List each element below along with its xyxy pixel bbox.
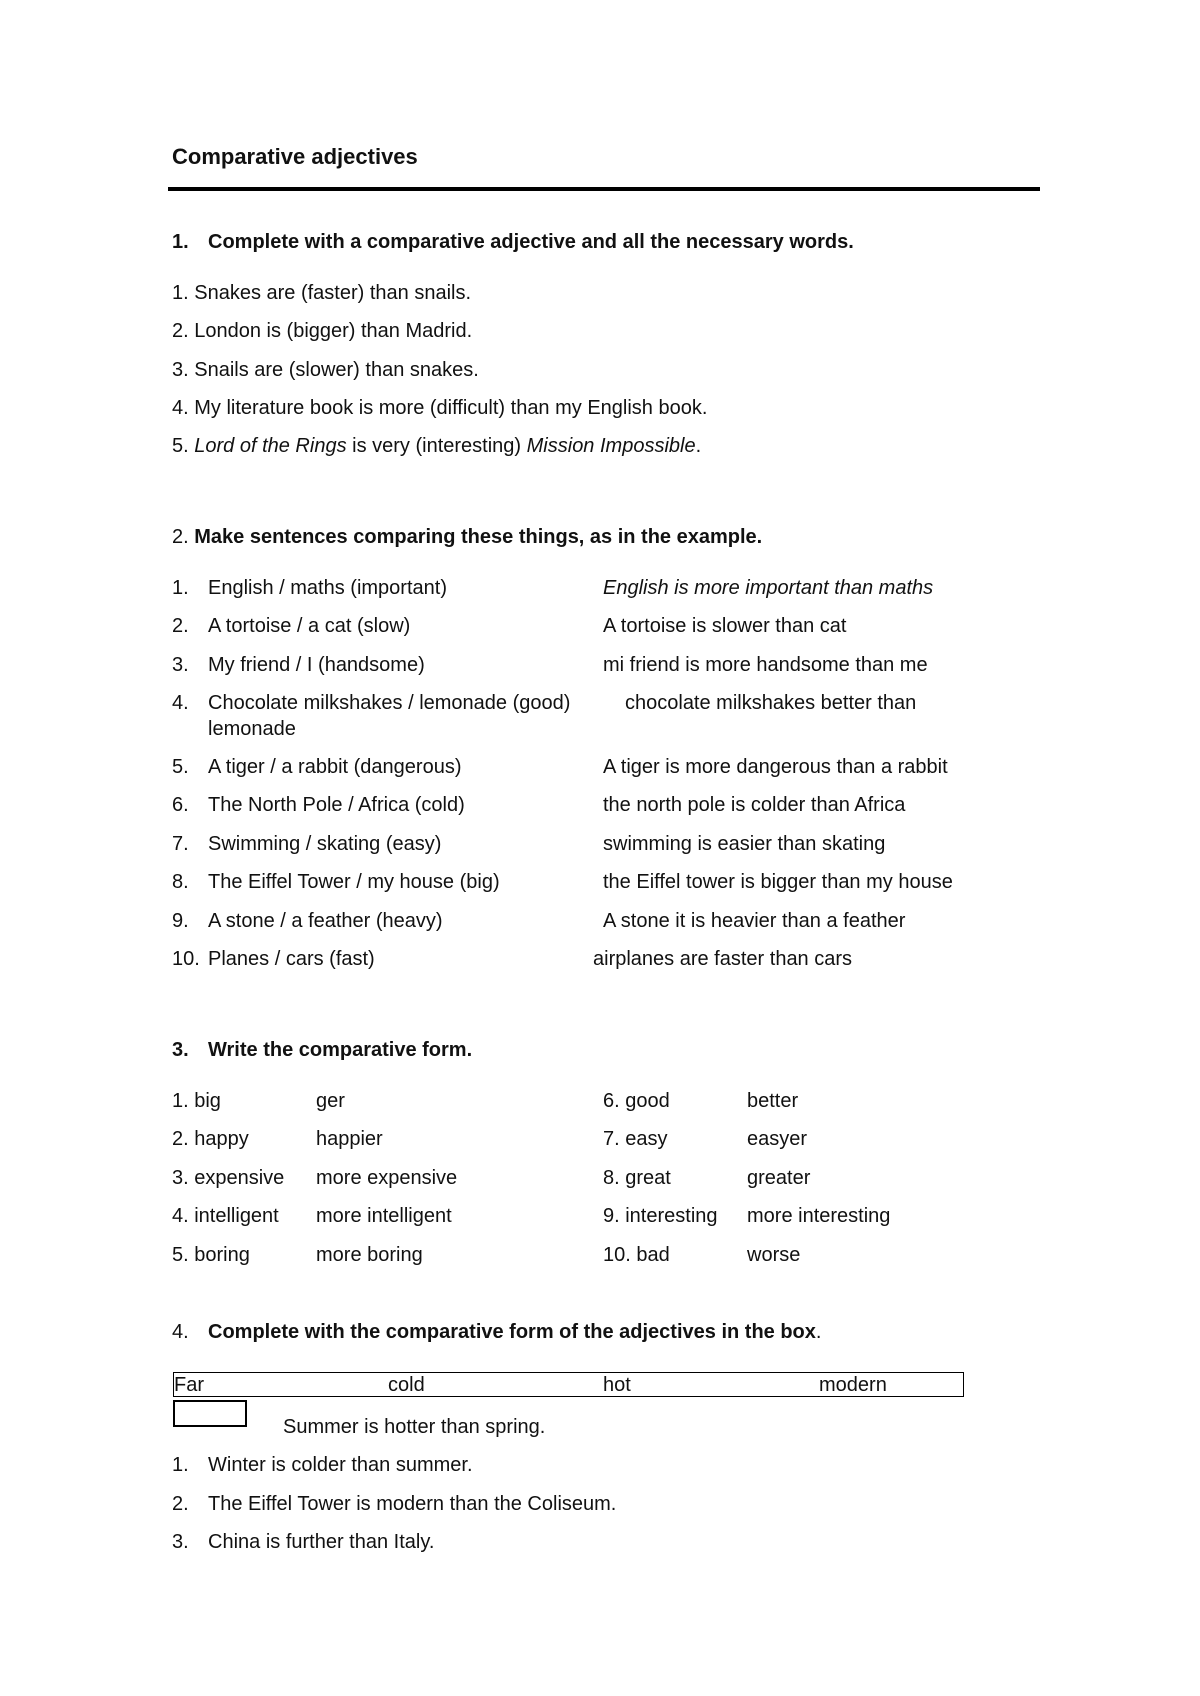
s2-row-6-answer: the north pole is colder than Africa bbox=[603, 794, 906, 816]
s1-item-5-prefix: 5. bbox=[172, 435, 195, 457]
s2-row-4-number: 4. bbox=[172, 692, 189, 714]
s4-item-3-number: 3. bbox=[172, 1531, 189, 1553]
s4-item-2-text: The Eiffel Tower is modern than the Coliseum. bbox=[208, 1493, 617, 1515]
s2-row-2-number: 2. bbox=[172, 615, 189, 637]
s4-item-2-number: 2. bbox=[172, 1493, 189, 1515]
section-4-heading-line bbox=[208, 1321, 821, 1344]
s2-row-7-number: 7. bbox=[172, 833, 189, 855]
example-marker-box bbox=[173, 1400, 247, 1427]
s4-item-1-number: 1. bbox=[172, 1454, 189, 1476]
s3-left-answer-1: ger bbox=[316, 1090, 345, 1112]
box-word-3: hot bbox=[603, 1374, 631, 1396]
s3-left-word-4: 4. intelligent bbox=[172, 1205, 279, 1227]
s3-right-answer-2: easyer bbox=[747, 1128, 808, 1150]
s3-left-word-2: 2. happy bbox=[172, 1128, 249, 1150]
s4-example: Summer is hotter than spring. bbox=[283, 1416, 546, 1438]
s2-row-8-number: 8. bbox=[172, 871, 189, 893]
s2-row-1-answer: English is more important than maths bbox=[603, 577, 934, 599]
s2-row-6-prompt: The North Pole / Africa (cold) bbox=[208, 794, 465, 816]
s2-row-2-answer: A tortoise is slower than cat bbox=[603, 615, 847, 637]
s1-item-5-title-b: Mission Impossible bbox=[526, 435, 696, 457]
s1-item-3: 3. Snails are (slower) than snakes. bbox=[172, 359, 479, 381]
s2-row-3-answer: mi friend is more handsome than me bbox=[603, 654, 928, 676]
s2-row-4-answer: chocolate milkshakes better than bbox=[625, 692, 917, 714]
s2-row-4-wrap: lemonade bbox=[208, 718, 296, 740]
s3-right-word-1: 6. good bbox=[603, 1090, 670, 1112]
s2-row-9-number: 9. bbox=[172, 910, 189, 932]
s2-row-7-prompt: Swimming / skating (easy) bbox=[208, 833, 442, 855]
s2-row-9-prompt: A stone / a feather (heavy) bbox=[208, 910, 443, 932]
s2-row-1-number: 1. bbox=[172, 577, 189, 599]
s2-row-3-number: 3. bbox=[172, 654, 189, 676]
section-3-number: 3. bbox=[172, 1039, 189, 1061]
s1-item-5-middle: is very (interesting) bbox=[346, 435, 527, 457]
s2-row-10-number: 10. bbox=[172, 948, 200, 970]
s1-item-5-title-a: Lord of the Rings bbox=[194, 435, 347, 457]
s2-row-7-answer: swimming is easier than skating bbox=[603, 833, 886, 855]
section-4-number: 4. bbox=[172, 1321, 189, 1343]
section-1-heading: Complete with a comparative adjective and all the necessary words. bbox=[208, 231, 854, 253]
box-word-1: Far bbox=[174, 1374, 204, 1396]
section-4-heading: Complete with the comparative form of the adjectives in the box bbox=[208, 1321, 816, 1343]
s3-left-answer-3: more expensive bbox=[316, 1167, 458, 1189]
section-2-number: 2. bbox=[172, 526, 195, 548]
s4-item-1-text: Winter is colder than summer. bbox=[208, 1454, 473, 1476]
s3-right-answer-3: greater bbox=[747, 1167, 811, 1189]
s2-row-10-answer: airplanes are faster than cars bbox=[593, 948, 853, 970]
s3-right-answer-4: more interesting bbox=[747, 1205, 891, 1227]
s2-row-1-prompt: English / maths (important) bbox=[208, 577, 447, 599]
s4-item-3-text: China is further than Italy. bbox=[208, 1531, 435, 1553]
section-2-heading-line bbox=[172, 526, 762, 549]
s3-left-word-3: 3. expensive bbox=[172, 1167, 285, 1189]
s2-row-5-answer: A tiger is more dangerous than a rabbit bbox=[603, 756, 948, 778]
s2-row-9-answer: A stone it is heavier than a feather bbox=[603, 910, 906, 932]
s3-right-answer-5: worse bbox=[747, 1244, 801, 1266]
s3-right-word-2: 7. easy bbox=[603, 1128, 668, 1150]
s2-row-5-prompt: A tiger / a rabbit (dangerous) bbox=[208, 756, 462, 778]
page-title: Comparative adjectives bbox=[172, 144, 418, 169]
s3-left-answer-2: happier bbox=[316, 1128, 383, 1150]
title-rule bbox=[168, 187, 1040, 191]
s3-left-answer-4: more intelligent bbox=[316, 1205, 452, 1227]
s2-row-3-prompt: My friend / I (handsome) bbox=[208, 654, 425, 676]
section-3-heading: Write the comparative form. bbox=[208, 1039, 473, 1061]
section-1-number: 1. bbox=[172, 231, 189, 253]
s3-left-word-1: 1. big bbox=[172, 1090, 221, 1112]
s3-left-answer-5: more boring bbox=[316, 1244, 423, 1266]
s2-row-8-prompt: The Eiffel Tower / my house (big) bbox=[208, 871, 500, 893]
section-4-heading-end: . bbox=[815, 1321, 822, 1343]
s3-right-answer-1: better bbox=[747, 1090, 799, 1112]
s3-left-word-5: 5. boring bbox=[172, 1244, 250, 1266]
s1-item-5 bbox=[172, 435, 701, 458]
s1-item-1: 1. Snakes are (faster) than snails. bbox=[172, 282, 472, 304]
s1-item-5-suffix: . bbox=[695, 435, 702, 457]
s3-right-word-3: 8. great bbox=[603, 1167, 671, 1189]
section-2-heading: Make sentences comparing these things, as in the example. bbox=[194, 526, 763, 548]
s3-right-word-4: 9. interesting bbox=[603, 1205, 718, 1227]
s2-row-8-answer: the Eiffel tower is bigger than my house bbox=[603, 871, 953, 893]
box-word-2: cold bbox=[388, 1374, 425, 1396]
s2-row-5-number: 5. bbox=[172, 756, 189, 778]
box-word-4: modern bbox=[819, 1374, 887, 1396]
s1-item-4: 4. My literature book is more (difficult) than my English book. bbox=[172, 397, 708, 419]
s1-item-2: 2. London is (bigger) than Madrid. bbox=[172, 320, 473, 342]
s3-right-word-5: 10. bad bbox=[603, 1244, 670, 1266]
s2-row-10-prompt: Planes / cars (fast) bbox=[208, 948, 375, 970]
s2-row-2-prompt: A tortoise / a cat (slow) bbox=[208, 615, 411, 637]
s2-row-6-number: 6. bbox=[172, 794, 189, 816]
s2-row-4-prompt: Chocolate milkshakes / lemonade (good) bbox=[208, 692, 571, 714]
